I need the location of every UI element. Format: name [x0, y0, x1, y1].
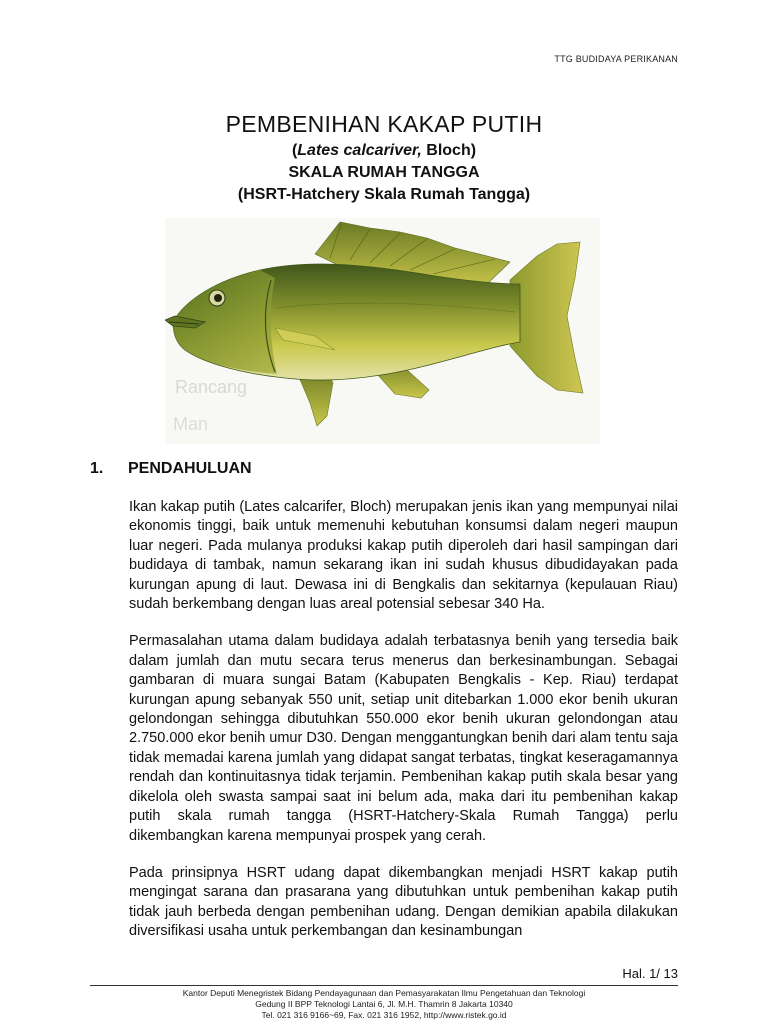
document-title: PEMBENIHAN KAKAP PUTIH	[225, 111, 543, 137]
watermark-text-1: Rancang	[175, 377, 248, 397]
paragraph-2: Permasalahan utama dalam budidaya adalah terbatasnya benih yang tersedia baik dalam jumlah dan mutu secara terus menerus dan berkesinambungan. Sebagai gambaran di muara sungai Batam (Kabupaten Bengkalis - Kep. Riau) terdapat kurungan apung sebanyak 550 unit, setiap unit ditebarkan 1.000 ekor benih ukuran gelondongan sehingga dibutuhkan 550.000 ekor benih ukuran gelondongan atau 2.750.000 ekor benih umur D30. Dengan menggantungkan benih dari alam tentu saja tidak memadai karena jumlah yang didapat sangat terbatas, tingkat keseragamannya rendah dan kontinuitasnya tidak terjamin. Pembenihan kakap putih skala besar yang dikelola oleh swasta sampai saat ini belum ada, maka dari itu pembenihan kakap putih skala rumah tangga (HSRT-Hatchery-Skala Rumah Tangga) perlu dikembangkan karena mempunyai prospek yang cerah.	[129, 633, 678, 844]
subtitle-hsrt: (HSRT-Hatchery Skala Rumah Tangga)	[237, 186, 531, 203]
footer	[0, 988, 768, 1021]
fish-pupil	[214, 294, 222, 302]
watermark-text-2: Man	[173, 414, 209, 434]
species-author: Bloch)	[421, 142, 477, 159]
paragraph-1: Ikan kakap putih (Lates calcarifer, Bloch) merupakan jenis ikan yang mempunyai nilai ekonomis tinggi, baik untuk memenuhi kebutuhan konsumsi dalam negeri maupun luar negeri. Pada mulanya produksi kakap putih diperoleh dari hasil sampingan dari budidaya di tambak, namun sekarang ikan ini sudah khusus dibudidayakan pada kurungan apung di laut. Dewasa ini di Bengkalis dan sekitarnya (kepulauan Riau) sudah berkembang dengan luas areal potensial sebesar 340 Ha.	[129, 499, 678, 613]
species-name	[0, 140, 768, 162]
species-latin: Lates calcariver,	[297, 142, 422, 159]
body-text	[129, 498, 678, 960]
title-block	[0, 108, 768, 206]
species-open: (	[291, 142, 298, 159]
footer-line-2: Gedung II BPP Teknologi Lantai 6, Jl. M.H. Thamrin 8 Jakarta 10340	[255, 999, 513, 1009]
page-number: Hal. 1/ 13	[622, 966, 678, 981]
running-header: TTG BUDIDAYA PERIKANAN	[554, 54, 678, 64]
footer-divider	[90, 985, 678, 986]
section-number: 1.	[90, 460, 104, 477]
footer-line-1: Kantor Deputi Menegristek Bidang Pendayagunaan dan Pemasyarakatan Ilmu Pengetahuan dan Teknologi	[182, 988, 586, 998]
section-title: PENDAHULUAN	[128, 460, 252, 477]
fish-illustration	[165, 218, 600, 444]
subtitle-scale: SKALA RUMAH TANGGA	[288, 164, 480, 181]
fish-image	[165, 218, 600, 444]
paragraph-3: Pada prinsipnya HSRT udang dapat dikembangkan menjadi HSRT kakap putih mengingat sarana dan prasarana yang dibutuhkan untuk pembenihan kakap putih tidak jauh berbeda dengan pembenihan udang. Dengan demikian apabila dilakukan diversifikasi usaha untuk perkembangan dan kesinambungan	[129, 864, 678, 940]
section-heading	[90, 458, 252, 480]
footer-line-3: Tel. 021 316 9166~69, Fax. 021 316 1952, http://www.ristek.go.id	[261, 1010, 507, 1020]
